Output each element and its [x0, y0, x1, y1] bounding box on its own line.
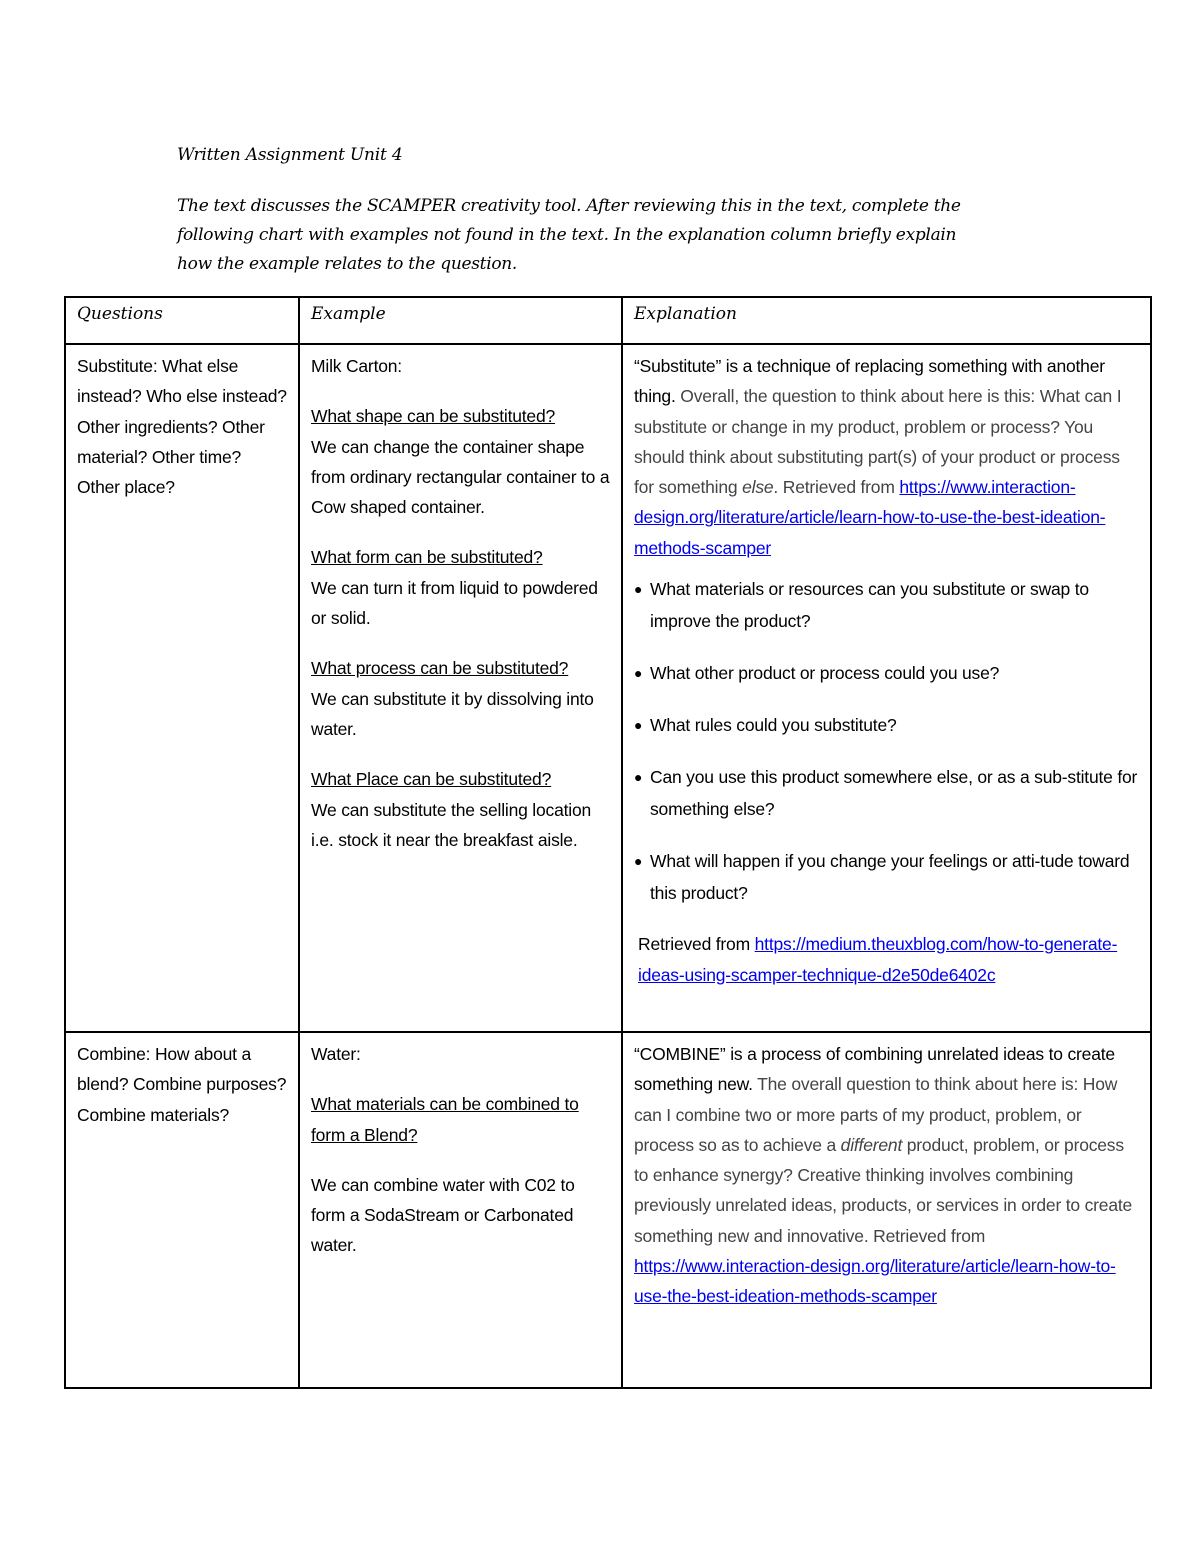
source-link[interactable]: https://medium.theuxblog.com/how-to-generate-ideas-using-scamper-technique-d2e50de6402c: [638, 934, 1118, 986]
instructions-line: The text discusses the SCAMPER creativity tool. After reviewing this in the text, complete the: [177, 196, 961, 216]
explanation-text: [634, 351, 1140, 563]
list-item: [634, 709, 1140, 741]
source-link[interactable]: https://www.interaction-design.org/literature/article/learn-how-to-use-the-best-ideation-methods-scamper: [634, 1256, 1116, 1307]
bullet-text: What materials or resources can you substitute or swap to improve the product?: [650, 579, 1089, 632]
example-title: Milk Carton:: [311, 356, 402, 376]
document-title: Written Assignment Unit 4: [177, 145, 403, 165]
bullet-icon: ●: [634, 665, 643, 682]
header-questions: Questions: [65, 297, 299, 344]
explanation-body: The overall question to think about here is: How can I combine two or more parts of my product, problem, or process so as to achieve a: [634, 1074, 1118, 1155]
example-title: Water:: [311, 1044, 361, 1064]
combine-question-cell: [65, 1032, 299, 1388]
table-row-substitute: [65, 344, 1151, 1032]
example-answer: We can combine water with C02 to form a SodaStream or Carbonated water.: [311, 1174, 575, 1256]
explanation-emphasis: else: [742, 477, 774, 498]
header-example: Example: [299, 297, 622, 344]
bullet-icon: ●: [634, 853, 643, 870]
explanation-lead: “COMBINE” is a process of combining unrelated ideas to create something new.: [634, 1044, 1115, 1095]
retrieved-from-label: Retrieved from: [782, 477, 900, 498]
example-answer: We can substitute it by dissolving into water.: [311, 688, 594, 739]
table-row-combine: [65, 1032, 1151, 1388]
table-header-row: [65, 297, 1151, 344]
retrieved-from-label: Retrieved from: [638, 934, 755, 955]
substitute-explanation-cell: [622, 344, 1151, 1032]
explanation-emphasis: different: [840, 1134, 903, 1155]
example-question: What process can be substituted?: [311, 658, 569, 679]
list-item: [634, 761, 1140, 825]
instructions-line: following chart with examples not found in the text. In the explanation column briefly explain: [177, 225, 957, 245]
substitute-question: Substitute: What else instead? Who else instead? Other ingredients? Other material? Other time? Other place?: [77, 356, 287, 498]
explanation-period: .: [773, 477, 779, 498]
scamper-table: [64, 296, 1152, 1389]
instructions-line: how the example relates to the question.: [177, 254, 518, 274]
substitute-example-cell: [299, 344, 622, 1032]
bullet-text: What rules could you substitute?: [650, 715, 897, 736]
example-question: What form can be substituted?: [311, 547, 543, 568]
list-item: [634, 657, 1140, 689]
example-answer: We can change the container shape from ordinary rectangular container to a Cow shaped container.: [311, 436, 610, 518]
substitute-question-cell: [65, 344, 299, 1032]
example-question: What Place can be substituted?: [311, 769, 552, 790]
combine-explanation-cell: [622, 1032, 1151, 1388]
bullet-icon: ●: [634, 717, 643, 734]
bullet-icon: ●: [634, 769, 643, 786]
source-link[interactable]: https://www.interaction-design.org/literature/article/learn-how-to-use-the-best-ideation-methods-scamper: [634, 477, 1106, 558]
example-question: What materials can be combined to form a Blend?: [311, 1094, 579, 1145]
bullet-text: What will happen if you change your feelings or atti-tude toward this product?: [650, 851, 1130, 904]
bullet-text: What other product or process could you use?: [650, 663, 1000, 684]
instructions: [177, 192, 1027, 279]
combine-question: Combine: How about a blend? Combine purposes? Combine materials?: [77, 1044, 287, 1125]
explanation-body: product, problem, or process to enhance synergy? Creative thinking involves combining previously unrelated ideas, products, or services in order to create something new and innovative. Retrieved from: [634, 1134, 1133, 1246]
list-item: [634, 845, 1140, 909]
list-item: [634, 573, 1140, 637]
combine-example-cell: [299, 1032, 622, 1388]
explanation-text: [634, 1039, 1140, 1312]
header-explanation: Explanation: [622, 297, 1151, 344]
example-answer: We can turn it from liquid to powdered or solid.: [311, 577, 598, 629]
bullet-text: Can you use this product somewhere else, or as a sub-stitute for something else?: [650, 767, 1138, 820]
example-question: What shape can be substituted?: [311, 406, 556, 427]
bullet-list: [634, 573, 1140, 909]
retrieved-from-2: [634, 929, 1140, 991]
explanation-lead: “Substitute” is a technique of replacing something with another thing.: [634, 356, 1105, 407]
bullet-icon: ●: [634, 581, 643, 598]
explanation-body: Overall, the question to think about here is this: What can I substitute or change in my product, problem or process? You should think about substituting part(s) of your product or process for something: [634, 386, 1122, 498]
example-answer: We can substitute the selling location i.e. stock it near the breakfast aisle.: [311, 799, 592, 850]
